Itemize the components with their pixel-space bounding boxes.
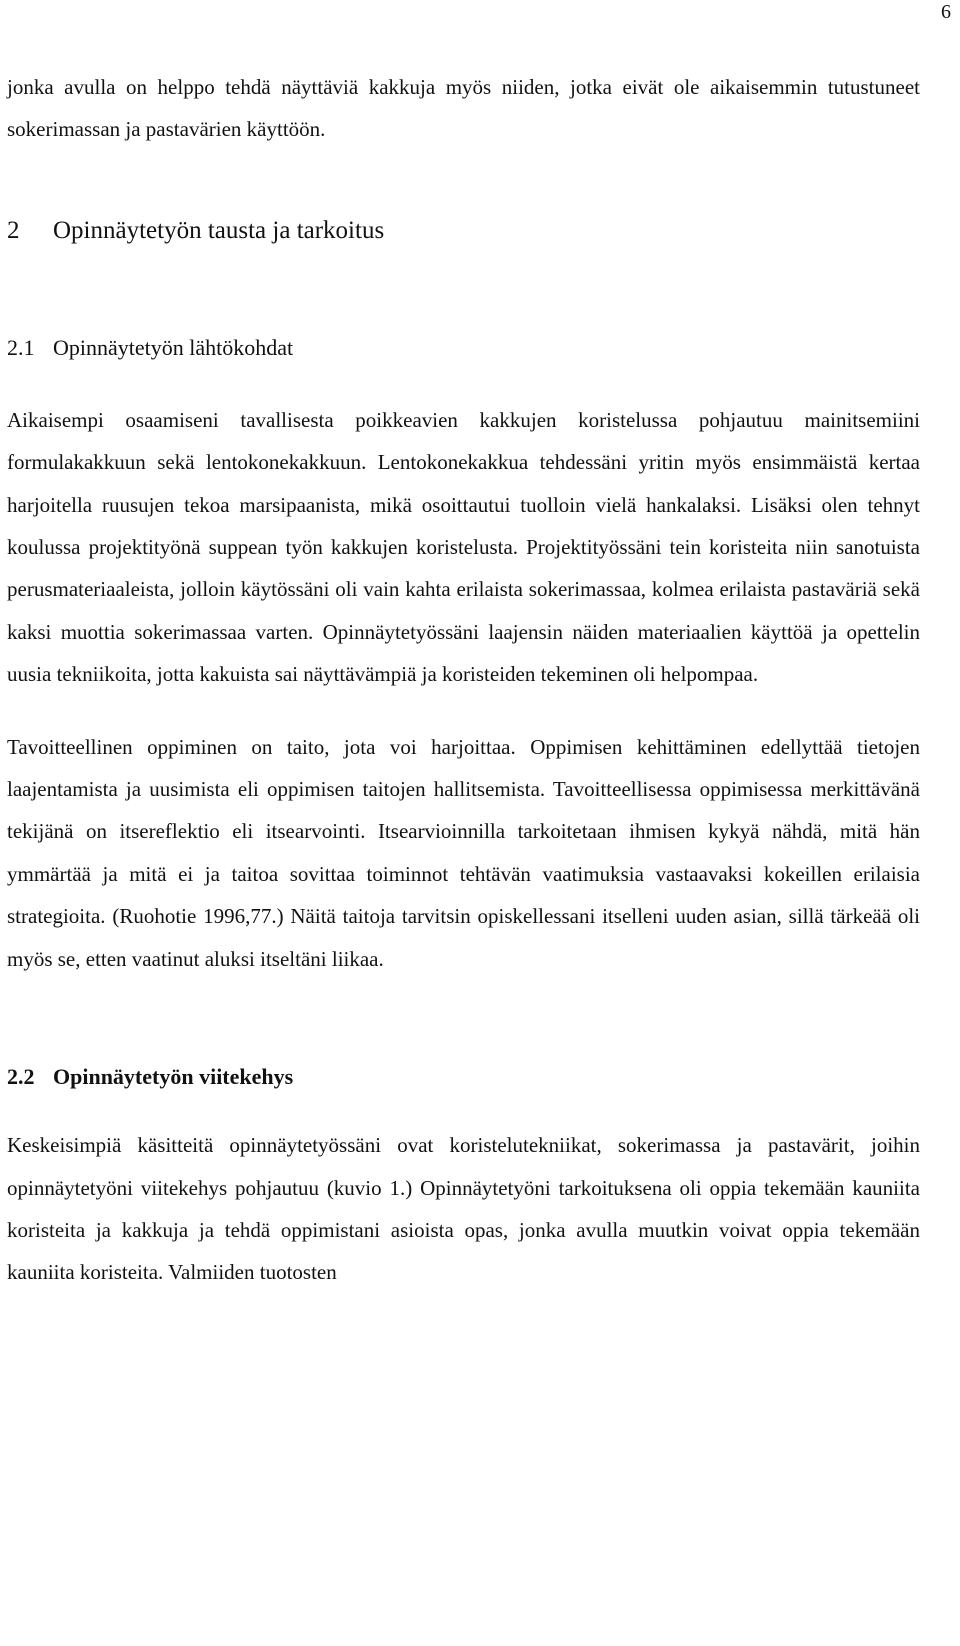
section-title: Opinnäytetyön viitekehys xyxy=(53,1064,294,1090)
intro-paragraph: jonka avulla on helppo tehdä näyttäviä kakkuja myös niiden, jotka eivät ole aikaisemmin tutustuneet sokerimassan ja pastavärien käyttöön. xyxy=(7,75,920,142)
chapter-number: 2 xyxy=(7,216,20,244)
chapter-title: Opinnäytetyön tausta ja tarkoitus xyxy=(53,216,385,244)
section-number: 2.2 xyxy=(7,1064,35,1090)
section-heading-2-1 xyxy=(7,327,920,369)
document-body xyxy=(7,66,920,1294)
section-heading-2-2 xyxy=(7,1056,920,1098)
chapter-heading xyxy=(7,209,920,253)
body-paragraph: Tavoitteellinen oppiminen on taito, jota voi harjoittaa. Oppimisen kehittäminen edellyttää tietojen laajentamista ja uusimista eli oppimisen taitojen hallitsemista. Tavoitteellisessa oppimisessa merkittävänä tekijänä on itsereflektio eli itsearvointi. Itsearvioinnilla tarkoitetaan ihmisen kykyä nähdä, mitä hän ymmärtää ja mitä ei ja taitoa sovittaa toiminnot tehtävän vaatimuksia vastaavaksi kokeillen erilaisia strategioita. (Ruohotie 1996,77.) Näitä taitoja tarvitsin opiskellessani itselleni uuden asian, sillä tärkeää oli myös se, etten vaatinut aluksi itseltäni liikaa. xyxy=(7,734,920,971)
section-title: Opinnäytetyön lähtökohdat xyxy=(53,334,294,360)
page-number: 6 xyxy=(941,1,951,23)
body-paragraph: Keskeisimpiä käsitteitä opinnäytetyössäni ovat koristelutekniikat, sokerimassa ja pastavärit, joihin opinnäytetyöni viitekehys pohjautuu (kuvio 1.) Opinnäytetyöni tarkoituksena oli oppia tekemään kauniita koristeita ja kakkuja ja tehdä oppimistani asioista opas, jonka avulla muutkin voivat oppia tekemään kauniita koristeita. Valmiiden tuotosten xyxy=(7,1133,920,1285)
section-number: 2.1 xyxy=(7,334,35,360)
body-paragraph: Aikaisempi osaamiseni tavallisesta poikkeavien kakkujen koristelussa pohjautuu mainitsemiini formulakakkuun sekä lentokonekakkuun. Lentokonekakkua tehdessäni yritin myös ensimmäistä kertaa harjoitella ruusujen tekoa marsipaanista, mikä osoittautui tuolloin vielä hankalaksi. Lisäksi olen tehnyt koulussa projektityönä suppean työn kakkujen koristelusta. Projektityössäni tein koristeita niin sanotuista perusmateriaaleista, jolloin käytössäni oli vain kahta erilaista sokerimassaa, kolmea erilaista pastaväriä sekä kaksi muottia sokerimassaa varten. Opinnäytetyössäni laajensin näiden materiaalien käyttöä ja opettelin uusia tekniikoita, jotta kakuista sai näyttävämpiä ja koristeiden tekeminen oli helpompaa. xyxy=(7,407,920,687)
